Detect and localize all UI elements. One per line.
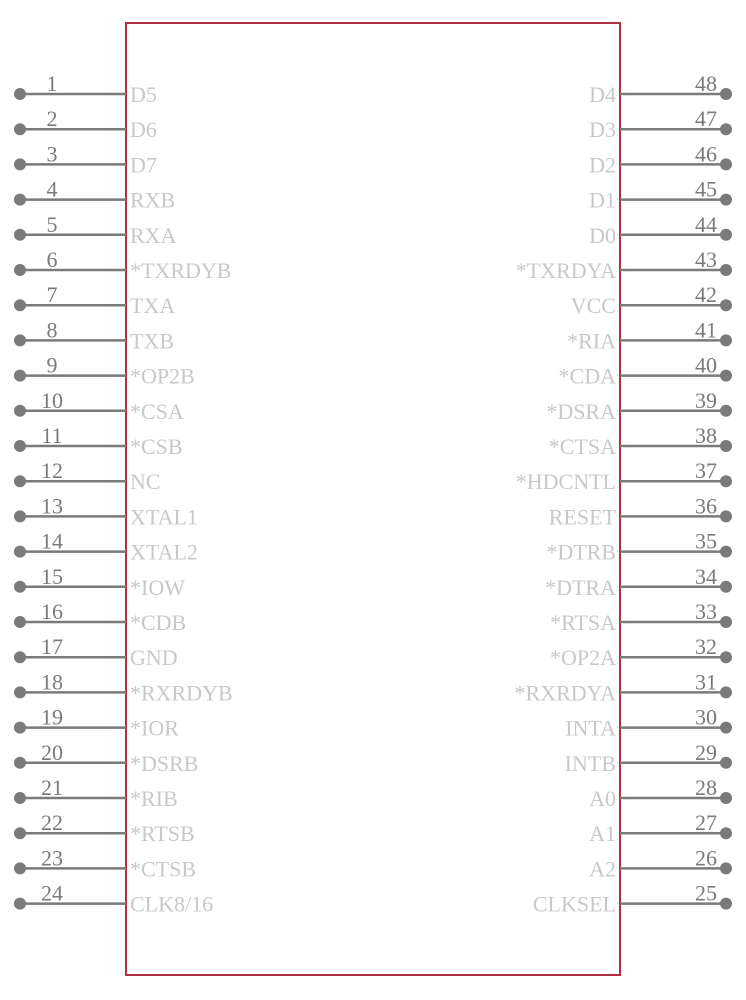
- pin-18: [14, 669, 233, 705]
- pin-name: CLK8/16: [130, 891, 214, 917]
- pin-end-dot: [720, 334, 732, 346]
- pin-name: GND: [130, 645, 178, 671]
- pin-end-dot: [720, 88, 732, 100]
- pin-number: 26: [695, 845, 717, 871]
- pin-end-dot: [720, 792, 732, 804]
- pin-number: 17: [41, 634, 63, 660]
- pin-22: [14, 810, 195, 846]
- pin-47: [589, 106, 732, 142]
- pin-end-dot: [14, 581, 26, 593]
- pin-end-dot: [14, 299, 26, 311]
- pin-number: 42: [695, 282, 717, 308]
- pin-number: 31: [695, 669, 717, 695]
- pin-number: 15: [41, 563, 63, 589]
- pin-21: [14, 775, 178, 811]
- pin-end-dot: [720, 370, 732, 382]
- pin-name: *RXRDYA: [514, 680, 616, 706]
- pin-end-dot: [14, 827, 26, 839]
- pin-end-dot: [14, 370, 26, 382]
- pin-name: VCC: [570, 293, 616, 319]
- pin-32: [550, 634, 732, 670]
- pin-end-dot: [720, 546, 732, 558]
- pin-9: [14, 353, 195, 389]
- ic-body: [126, 23, 620, 975]
- pin-end-dot: [14, 229, 26, 241]
- pin-name: *OP2B: [130, 363, 195, 389]
- pin-number: 3: [46, 141, 58, 167]
- left-pin-group: [14, 71, 233, 917]
- pin-end-dot: [720, 229, 732, 241]
- pin-number: 14: [41, 528, 63, 554]
- pin-30: [565, 705, 732, 741]
- pin-end-dot: [720, 757, 732, 769]
- pin-number: 45: [695, 176, 717, 202]
- pin-number: 37: [695, 458, 717, 484]
- pin-end-dot: [14, 722, 26, 734]
- pin-25: [533, 881, 732, 917]
- pin-42: [571, 282, 732, 318]
- pin-15: [14, 564, 185, 600]
- pin-48: [589, 71, 732, 107]
- pin-name: *RTSA: [550, 610, 616, 635]
- pin-end-dot: [14, 194, 26, 206]
- pin-number: 35: [695, 528, 717, 554]
- pin-end-dot: [14, 123, 26, 135]
- pin-end-dot: [14, 158, 26, 170]
- pin-end-dot: [720, 510, 732, 522]
- pin-end-dot: [14, 510, 26, 522]
- pin-number: 2: [46, 106, 58, 132]
- pin-37: [516, 458, 732, 494]
- pin-end-dot: [720, 158, 732, 170]
- pin-number: 41: [695, 317, 717, 343]
- pin-4: [14, 177, 175, 213]
- pin-number: 23: [41, 845, 63, 871]
- pin-name: NC: [130, 469, 161, 495]
- pin-name: RXB: [130, 187, 176, 213]
- pin-number: 16: [41, 599, 63, 624]
- pin-name: D1: [589, 187, 616, 213]
- pin-name: D6: [130, 117, 157, 143]
- pin-name: A2: [589, 856, 616, 882]
- pin-number: 46: [695, 141, 717, 167]
- pin-31: [515, 669, 732, 705]
- pin-number: 5: [46, 211, 58, 237]
- pin-11: [14, 423, 183, 459]
- pin-20: [14, 740, 198, 776]
- pin-14: [14, 529, 198, 565]
- pin-number: 34: [695, 563, 717, 589]
- pin-6: [14, 247, 231, 283]
- pin-number: 24: [41, 880, 63, 906]
- pin-name: D0: [589, 222, 616, 248]
- pin-number: 48: [695, 71, 717, 96]
- pin-end-dot: [720, 616, 732, 628]
- pin-end-dot: [720, 405, 732, 417]
- pin-name: *CDB: [130, 610, 187, 635]
- pin-name: *CTSB: [130, 856, 197, 882]
- pin-name: D3: [589, 117, 616, 143]
- pin-name: A1: [589, 821, 616, 847]
- pin-end-dot: [14, 757, 26, 769]
- pin-end-dot: [720, 722, 732, 734]
- pin-name: *CSB: [130, 434, 183, 459]
- right-pin-group: [515, 71, 732, 917]
- pin-end-dot: [14, 898, 26, 910]
- pin-name: *OP2A: [549, 645, 616, 671]
- pin-end-dot: [14, 686, 26, 698]
- pin-number: 13: [41, 493, 63, 519]
- pin-number: 22: [41, 810, 63, 836]
- pin-33: [550, 599, 732, 635]
- pin-name: RESET: [548, 504, 616, 530]
- pin-name: *DTRA: [545, 574, 616, 600]
- pin-name: *IOW: [130, 574, 185, 600]
- pin-17: [14, 634, 178, 670]
- pin-number: 12: [41, 458, 63, 484]
- pin-number: 39: [695, 387, 717, 413]
- pin-end-dot: [720, 475, 732, 487]
- pin-number: 10: [41, 387, 63, 413]
- pin-2: [14, 106, 157, 142]
- pin-end-dot: [14, 651, 26, 663]
- pin-number: 27: [695, 810, 717, 836]
- pin-end-dot: [14, 792, 26, 804]
- pin-end-dot: [720, 440, 732, 452]
- pin-number: 28: [695, 775, 717, 800]
- pin-13: [14, 493, 198, 529]
- pin-name: *HDCNTL: [515, 469, 616, 495]
- pin-end-dot: [14, 546, 26, 558]
- pin-name: *CDA: [558, 363, 616, 389]
- pin-number: 47: [695, 106, 717, 132]
- pin-end-dot: [14, 264, 26, 276]
- pin-16: [14, 599, 186, 635]
- pin-name: *TXRDYB: [130, 258, 232, 283]
- pin-27: [589, 810, 732, 846]
- pin-name: RXA: [130, 222, 177, 248]
- pin-end-dot: [14, 616, 26, 628]
- pin-name: TXB: [130, 328, 174, 354]
- pin-12: [14, 458, 161, 494]
- pin-36: [549, 493, 732, 529]
- pin-41: [567, 317, 732, 353]
- pin-end-dot: [720, 862, 732, 874]
- pin-name: *DTRB: [546, 539, 616, 565]
- pin-name: D2: [589, 152, 616, 178]
- pin-name: TXA: [130, 293, 176, 319]
- pin-name: INTA: [565, 715, 616, 741]
- pin-number: 19: [41, 704, 63, 730]
- pin-name: *DSRA: [546, 398, 616, 424]
- pin-10: [14, 388, 184, 424]
- pin-end-dot: [720, 827, 732, 839]
- pin-43: [516, 247, 732, 283]
- pin-name: CLKSEL: [532, 891, 616, 917]
- pin-number: 44: [695, 211, 717, 237]
- pin-number: 21: [41, 775, 63, 800]
- pin-name: XTAL1: [130, 504, 198, 530]
- pin-number: 4: [46, 176, 58, 202]
- pin-number: 18: [41, 669, 63, 695]
- pin-name: INTB: [564, 750, 616, 776]
- pin-8: [14, 317, 174, 353]
- pin-23: [14, 845, 196, 881]
- pin-end-dot: [720, 898, 732, 910]
- pin-name: *IOR: [130, 715, 179, 741]
- pin-end-dot: [720, 581, 732, 593]
- pin-number: 29: [695, 739, 717, 765]
- pin-name: *TXRDYA: [515, 258, 616, 283]
- pin-end-dot: [14, 475, 26, 487]
- pin-5: [14, 212, 177, 248]
- pin-end-dot: [14, 862, 26, 874]
- pin-end-dot: [720, 194, 732, 206]
- pin-28: [589, 775, 732, 811]
- pin-end-dot: [14, 405, 26, 417]
- pin-name: *CSA: [130, 398, 184, 424]
- pin-number: 30: [695, 704, 717, 730]
- pin-name: XTAL2: [130, 539, 198, 565]
- pin-number: 8: [46, 317, 58, 343]
- pin-name: *RIA: [567, 328, 616, 354]
- pin-number: 9: [46, 352, 58, 378]
- pin-number: 40: [695, 352, 717, 378]
- pin-46: [589, 141, 732, 177]
- pin-name: *RIB: [130, 786, 178, 811]
- pin-name: *DSRB: [130, 750, 199, 776]
- pin-24: [14, 881, 213, 917]
- pin-number: 1: [46, 71, 58, 96]
- pin-29: [565, 740, 732, 776]
- pin-40: [559, 353, 732, 389]
- pin-number: 7: [46, 282, 58, 308]
- pin-end-dot: [14, 88, 26, 100]
- pin-name: *RTSB: [130, 821, 195, 847]
- pin-45: [589, 177, 732, 213]
- pin-number: 20: [41, 739, 63, 765]
- pin-38: [549, 423, 732, 459]
- pin-name: D7: [130, 152, 157, 178]
- pin-name: D4: [589, 82, 616, 107]
- pin-end-dot: [720, 264, 732, 276]
- pin-number: 43: [695, 247, 717, 272]
- pin-number: 33: [695, 599, 717, 624]
- pin-number: 11: [41, 423, 63, 448]
- pin-end-dot: [720, 299, 732, 311]
- pin-end-dot: [14, 334, 26, 346]
- pin-19: [14, 705, 179, 741]
- pin-name: *RXRDYB: [130, 680, 233, 706]
- pin-number: 38: [695, 423, 717, 448]
- pin-39: [546, 388, 732, 424]
- pin-44: [589, 212, 732, 248]
- pin-end-dot: [720, 123, 732, 135]
- pin-number: 32: [695, 634, 717, 660]
- pin-34: [545, 564, 732, 600]
- pin-number: 6: [46, 247, 58, 272]
- pin-1: [14, 71, 157, 107]
- pin-number: 25: [695, 880, 717, 906]
- pin-name: D5: [130, 82, 157, 107]
- pin-35: [546, 529, 732, 565]
- pin-name: *CTSA: [548, 434, 616, 459]
- pin-number: 36: [695, 493, 717, 519]
- pin-3: [14, 141, 157, 177]
- pin-end-dot: [14, 440, 26, 452]
- pin-end-dot: [720, 686, 732, 698]
- pin-26: [589, 845, 732, 881]
- pin-name: A0: [589, 786, 616, 811]
- pin-end-dot: [720, 651, 732, 663]
- pin-7: [14, 282, 175, 318]
